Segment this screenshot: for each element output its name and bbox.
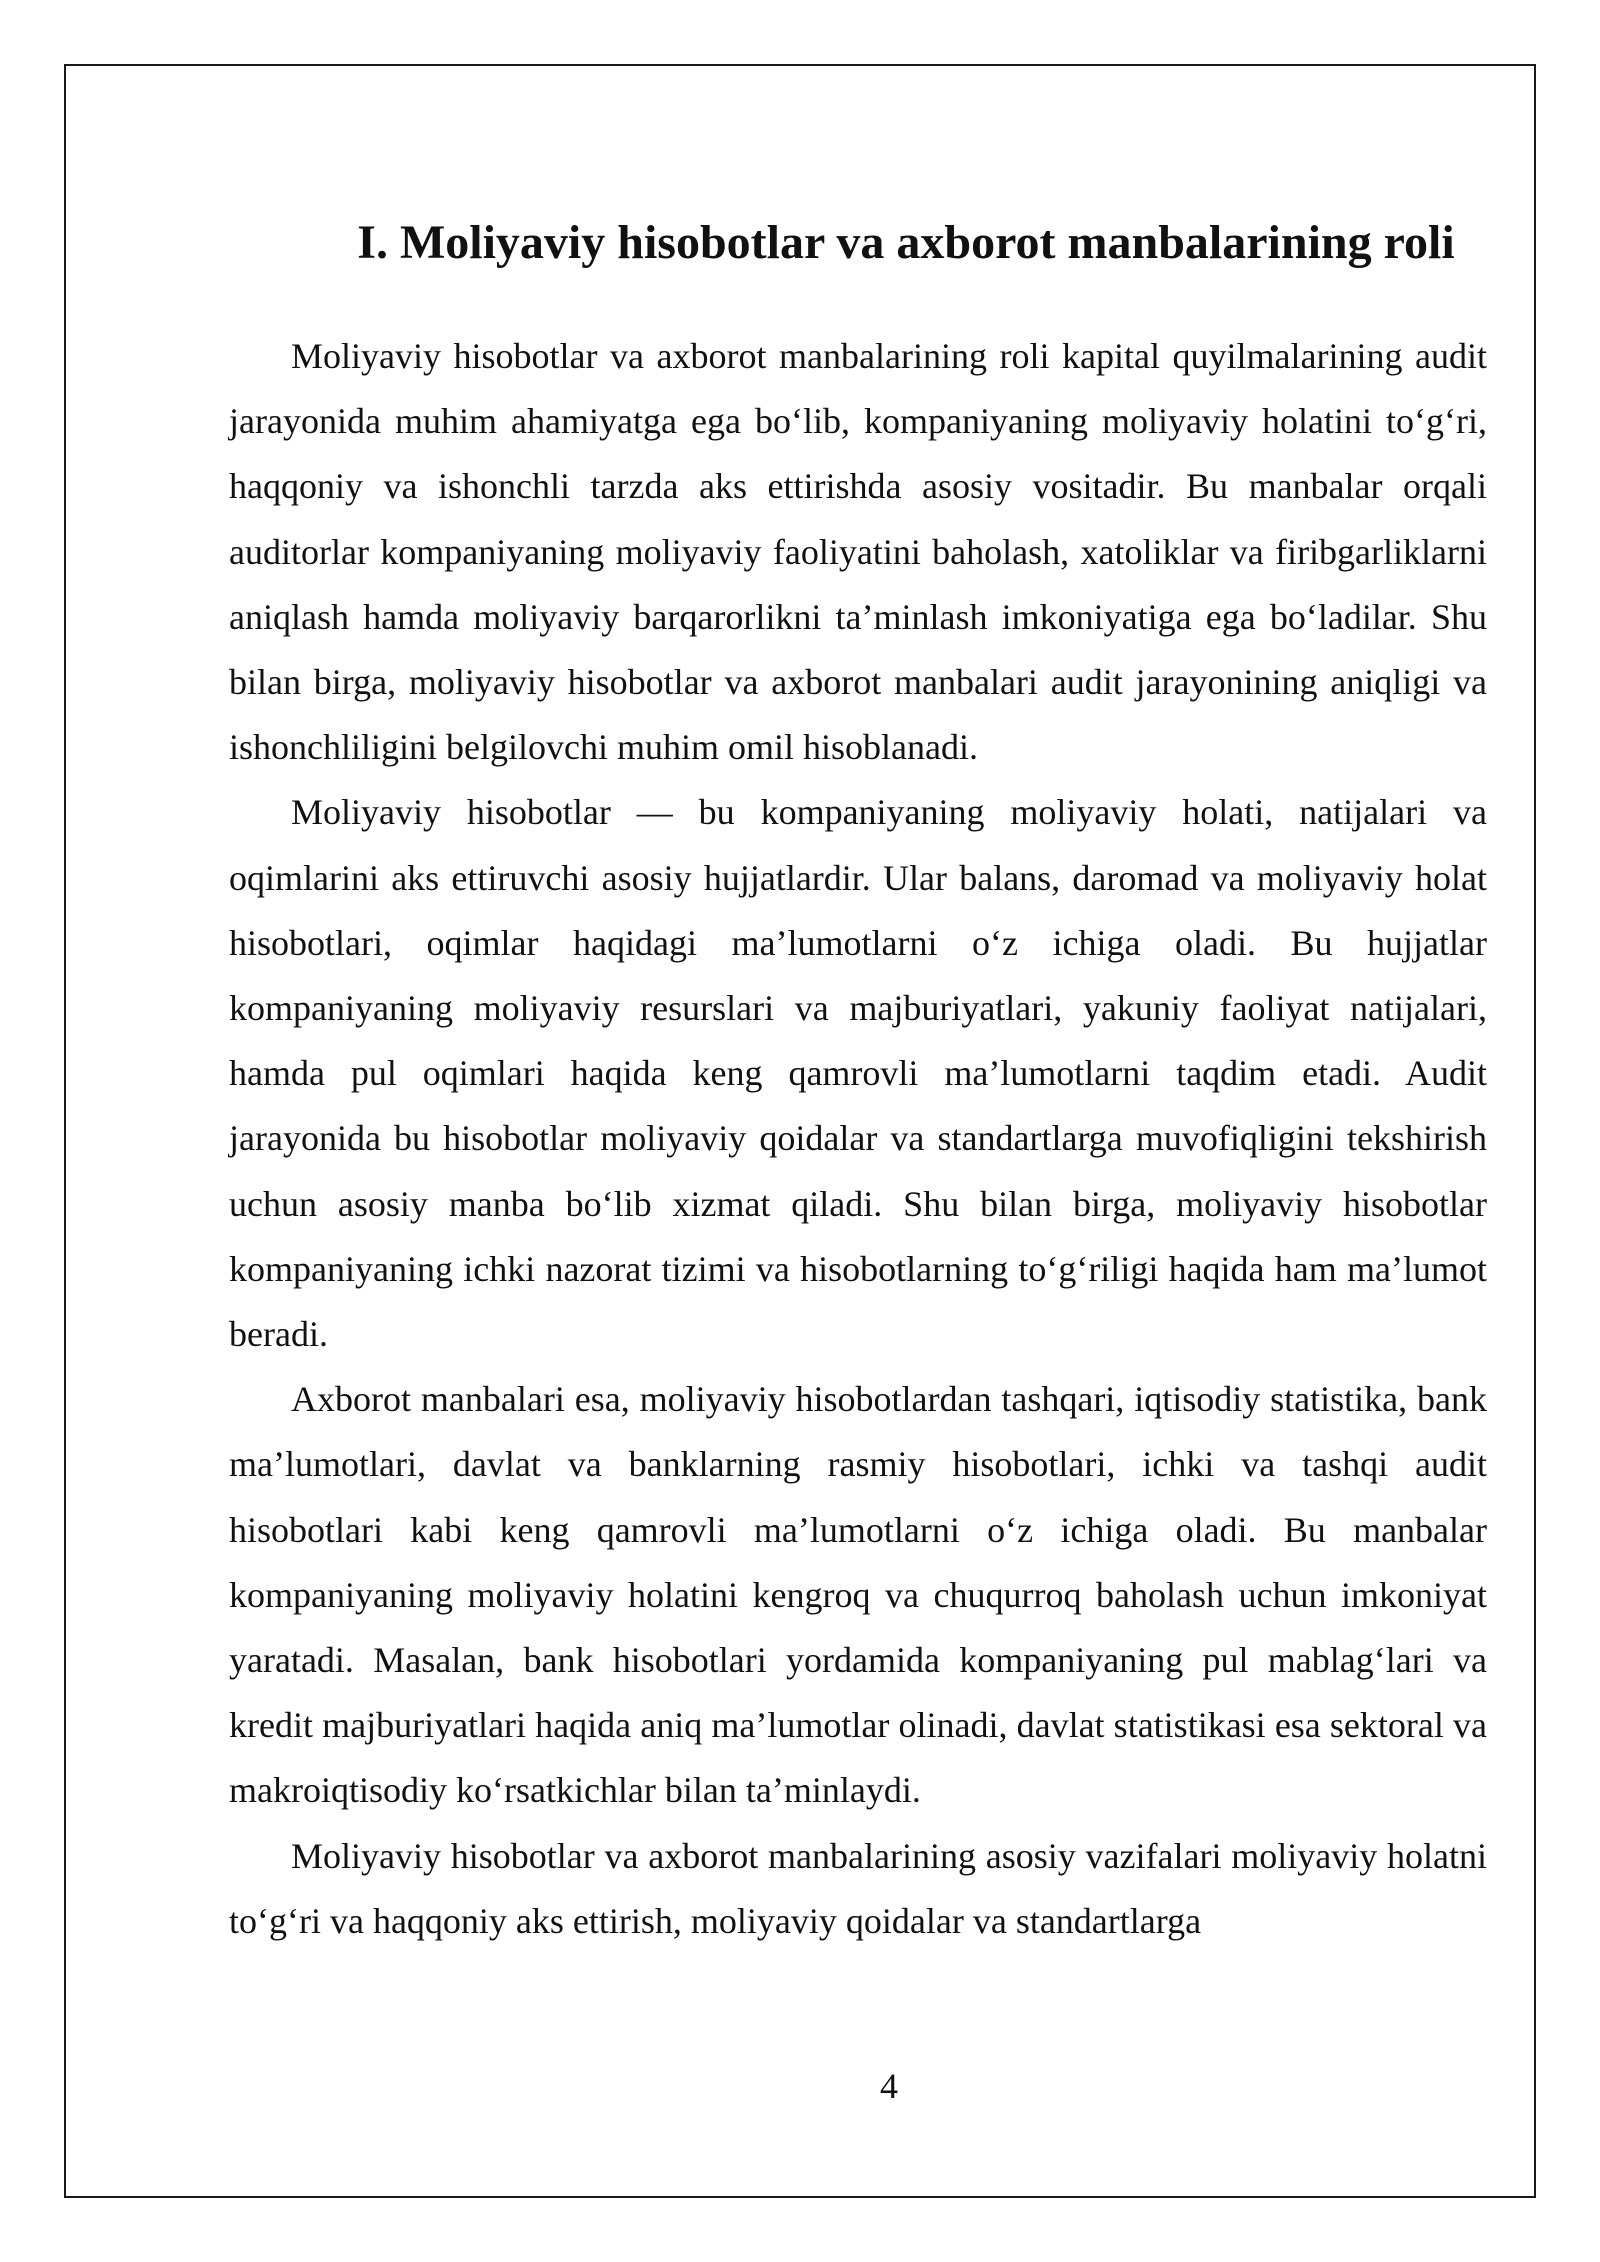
paragraph-1: Moliyaviy hisobotlar va axborot manbalarining roli kapital quyilmalarining audit jarayonida muhim ahamiyatga ega bo‘lib, kompaniyaning moliyaviy holatini to‘g‘ri, haqqoniy va ishonchli tarzda aks ettirishda asosiy vositadir. Bu manbalar orqali auditorlar kompaniyaning moliyaviy faoliyatini baholash, xatoliklar va firibgarliklarni aniqlash hamda moliyaviy barqarorlikni ta’minlash imkoniyatiga ega bo‘ladilar. Shu bilan birga, moliyaviy hisobotlar va axborot manbalari audit jarayonining aniqligi va ishonchliligini belgilovchi muhim omil hisoblanadi. xyxy=(229,336,1487,768)
page-number: 4 xyxy=(880,2066,898,2106)
body-text xyxy=(229,324,1487,1954)
document-body xyxy=(229,196,1487,1954)
section-heading: I. Moliyaviy hisobotlar va axborot manbalarining roli xyxy=(357,216,1455,269)
paragraph-3: Axborot manbalari esa, moliyaviy hisobotlardan tashqari, iqtisodiy statistika, bank ma’lumotlari, davlat va banklarning rasmiy hisobotlari, ichki va tashqi audit hisobotlari kabi keng qamrovli ma’lumotlarni o‘z ichiga oladi. Bu manbalar kompaniyaning moliyaviy holatini kengroq va chuqurroq baholash uchun imkoniyat yaratadi. Masalan, bank hisobotlari yordamida kompaniyaning pul mablag‘lari va kredit majburiyatlari haqida aniq ma’lumotlar olinadi, davlat statistikasi esa sektoral va makroiqtisodiy ko‘rsatkichlar bilan ta’minlaydi. xyxy=(229,1379,1487,1811)
paragraph-4: Moliyaviy hisobotlar va axborot manbalarining asosiy vazifalari moliyaviy holatni to‘g‘ri va haqqoniy aks ettirish, moliyaviy qoidalar va standartlarga xyxy=(229,1835,1487,1941)
paragraph-2: Moliyaviy hisobotlar — bu kompaniyaning moliyaviy holati, natijalari va oqimlarini aks ettiruvchi asosiy hujjatlardir. Ular balans, daromad va moliyaviy holat hisobotlari, oqimlar haqidagi ma’lumotlarni o‘z ichiga oladi. Bu hujjatlar kompaniyaning moliyaviy resurslari va majburiyatlari, yakuniy faoliyat natijalari, hamda pul oqimlari haqida keng qamrovli ma’lumotlarni taqdim etadi. Audit jarayonida bu hisobotlar moliyaviy qoidalar va standartlarga muvofiqligini tekshirish uchun asosiy manba bo‘lib xizmat qiladi. Shu bilan birga, moliyaviy hisobotlar kompaniyaning ichki nazorat tizimi va hisobotlarning to‘g‘riligi haqida ham ma’lumot beradi. xyxy=(229,792,1487,1355)
